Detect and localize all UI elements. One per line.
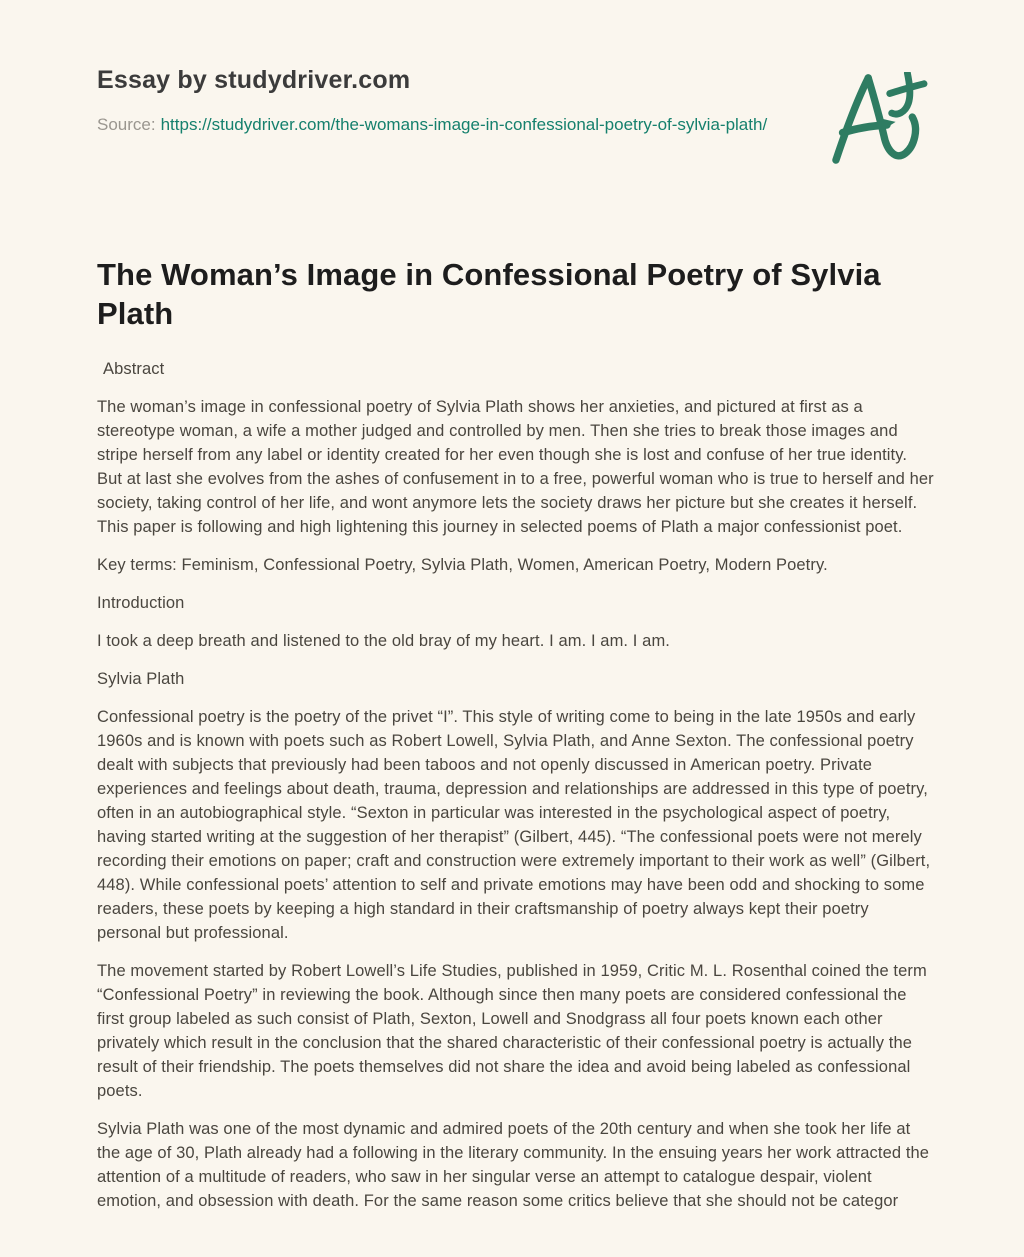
header-text-block	[97, 65, 767, 138]
key-terms-line: Key terms: Feminism, Confessional Poetry, Sylvia Plath, Women, American Poetry, Modern Poetry.	[97, 556, 828, 574]
source-url-link[interactable]: https://studydriver.com/the-womans-image-in-confessional-poetry-of-sylvia-plath/	[160, 115, 768, 134]
essay-title: The Woman’s Image in Confessional Poetry of Sylvia Plath	[97, 257, 881, 331]
source-line	[97, 111, 767, 138]
essay-by-heading: Essay by studydriver.com	[97, 66, 411, 94]
source-label: Source:	[97, 115, 156, 134]
body-paragraph-sylvia-plath-bio: Sylvia Plath was one of the most dynamic and admired poets of the 20th century and when she took her life at the age of 30, Plath already had a following in the literary community. In the ensuing years her work attracted the attention of a multitude of readers, who saw in her singular verse an attempt to catalogue despair, violent emotion, and obsession with death. For the same reason some critics believe that she should not be categor	[97, 1120, 930, 1210]
studydriver-aplus-logo-icon	[830, 72, 928, 164]
abstract-heading: Abstract	[103, 360, 165, 378]
abstract-paragraph: The woman’s image in confessional poetry of Sylvia Plath shows her anxieties, and pictured at first as a stereotype woman, a wife a mother judged and controlled by men. Then she tries to break those images and stripe herself from any label or identity created for her even though she is lost and confuse of her true identity. But at last she evolves from the ashes of confusement in to a free, powerful woman who is true to herself and her society, taking control of her life, and wont anymore lets the society draws her picture but she creates it herself. This paper is following and high lightening this journey in selected poems of Plath a major confessionist poet.	[97, 398, 934, 536]
introduction-heading: Introduction	[97, 594, 185, 612]
epigraph-quote: I took a deep breath and listened to the old bray of my heart. I am. I am. I am.	[97, 632, 670, 650]
epigraph-attribution: Sylvia Plath	[97, 670, 185, 688]
page-header	[97, 65, 935, 165]
body-paragraph-confessional-poetry: Confessional poetry is the poetry of the privet “I”. This style of writing come to being in the late 1950s and early 1960s and is known with poets such as Robert Lowell, Sylvia Plath, and Anne Sexton. The confessional poetry dealt with subjects that previously had been taboos and not openly discussed in American poetry. Private experiences and feelings about death, trauma, depression and relationships are addressed in this type of poetry, often in an autobiographical style. “Sexton in particular was interested in the psychological aspect of poetry, having started writing at the suggestion of her therapist” (Gilbert, 445). “The confessional poets were not merely recording their emotions on paper; craft and construction were extremely important to their work as well” (Gilbert, 448). While confessional poets’ attention to self and private emotions may have been odd and shocking to some readers, these poets by keeping a high standard in their craftsmanship of poetry always kept their poetry personal but professional.	[97, 708, 931, 942]
body-paragraph-movement: The movement started by Robert Lowell’s Life Studies, published in 1959, Critic M. L. Rosenthal coined the term “Confessional Poetry” in reviewing the book. Although since then many poets are considered confessional the first group labeled as such consist of Plath, Sexton, Lowell and Snodgrass all four poets known each other privately which result in the conclusion that the shared characteristic of their confessional poetry is actually the result of their friendship. The poets themselves did not share the idea and avoid being labeled as confessional poets.	[97, 962, 927, 1100]
